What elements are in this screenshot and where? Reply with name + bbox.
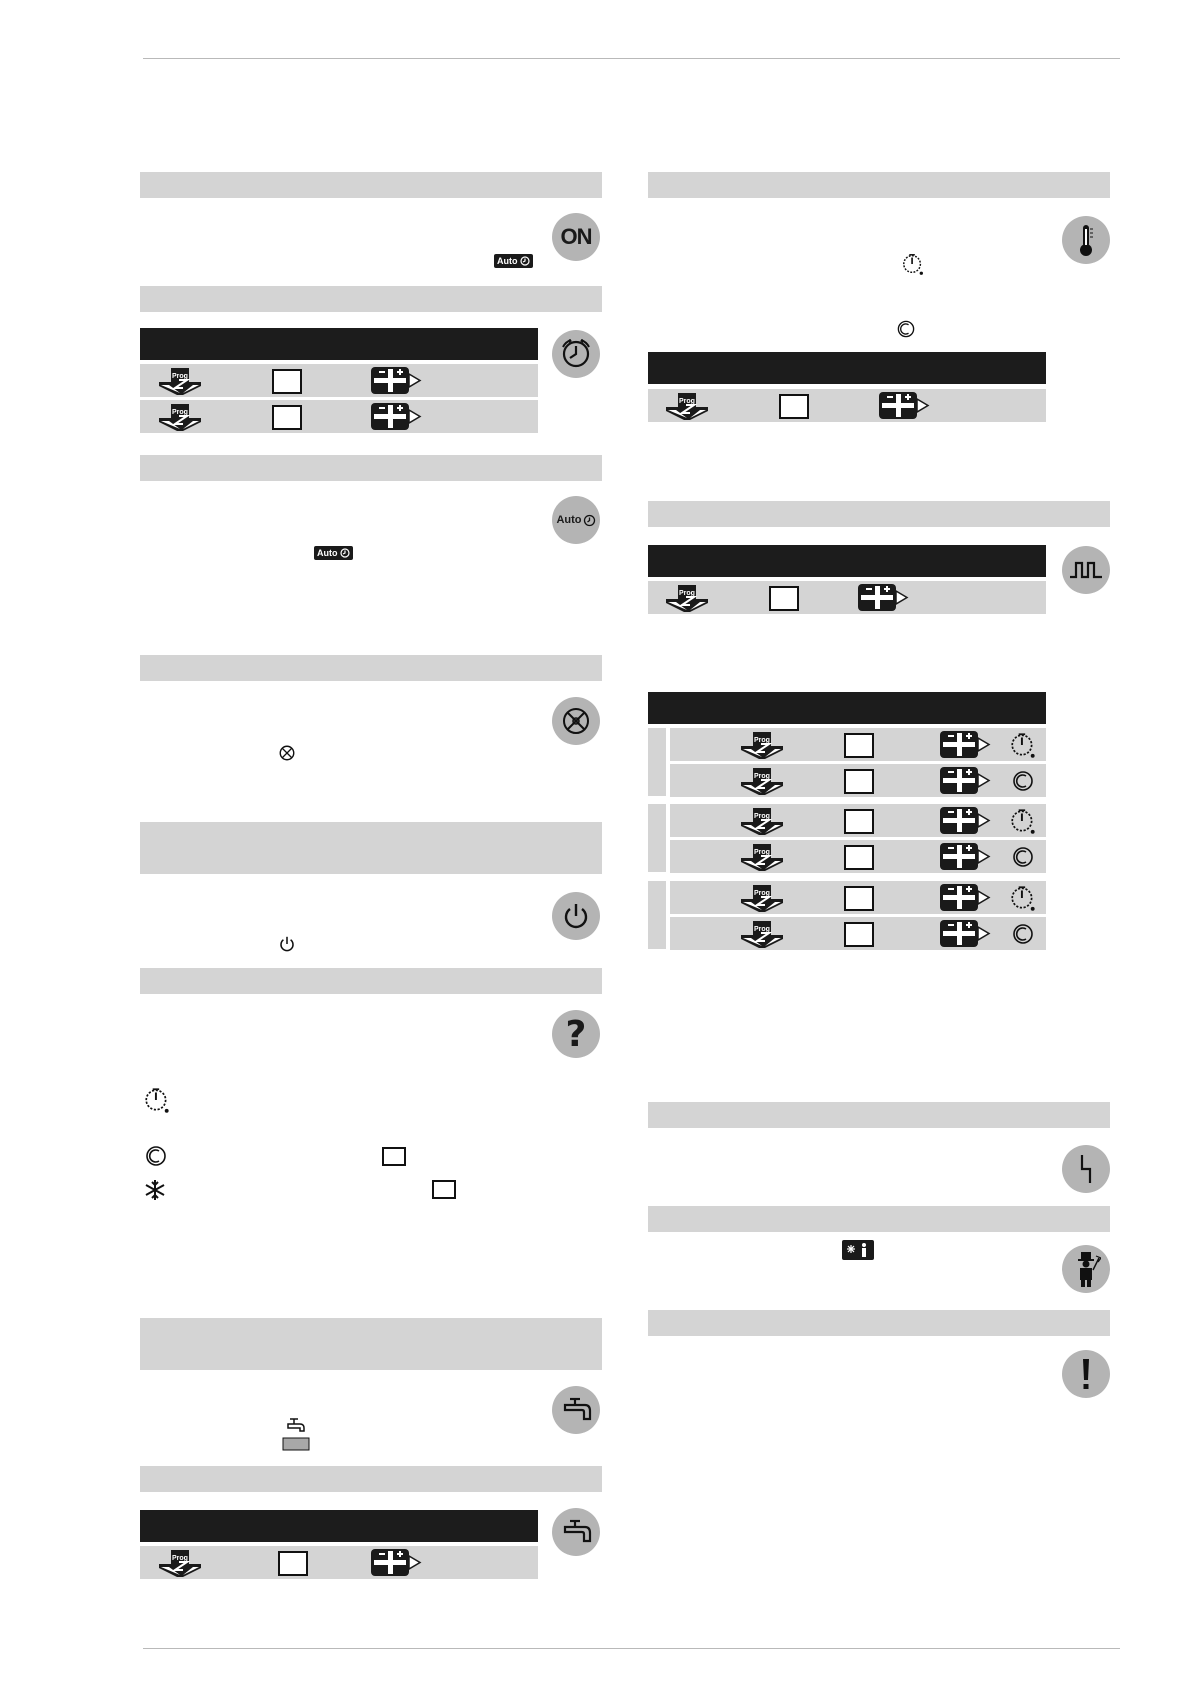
question-icon: ?: [552, 1010, 600, 1058]
prog-button-icon: [157, 1548, 203, 1578]
clock-set-icon: [552, 330, 600, 378]
power-icon: [552, 892, 600, 940]
day-temperature-icon: [1009, 884, 1037, 912]
section-header-chimney-sweep: [648, 1206, 1110, 1232]
table-header-program: [648, 692, 1046, 724]
tap-icon: [552, 1508, 600, 1556]
ok-button-icon: [278, 1551, 308, 1576]
auto-tag-inline: [314, 546, 353, 560]
prog-button-icon: [739, 842, 785, 872]
auto-tag-label: Auto: [497, 256, 518, 266]
ok-button-icon: [844, 769, 874, 794]
square-wave-icon: [1062, 546, 1110, 594]
plus-minus-button-icon: [370, 366, 422, 395]
plus-minus-button-icon: [370, 1548, 422, 1577]
prog-button-icon: [739, 806, 785, 836]
prog-button-icon: [664, 391, 710, 421]
tap-icon-inline: [282, 1416, 312, 1452]
day-temperature-icon: [901, 252, 925, 276]
night-moon-icon: [143, 1143, 169, 1169]
on-badge: [552, 213, 600, 261]
clock-icon: [520, 256, 530, 266]
ok-button-icon: [769, 586, 799, 611]
ok-button-icon: [272, 369, 302, 394]
bottom-rule: [143, 1648, 1120, 1649]
section-header-clock: [140, 286, 602, 312]
top-rule: [143, 58, 1120, 59]
night-moon-icon: [1010, 768, 1036, 794]
ok-button-icon: [272, 405, 302, 430]
ok-button-icon: [844, 845, 874, 870]
on-badge-label: ON: [560, 224, 592, 249]
auto-badge-label: Auto: [556, 514, 582, 526]
snowflake-icon: [144, 1179, 166, 1201]
day-temperature-icon: [143, 1086, 171, 1114]
group-marker: [648, 804, 666, 872]
chimney-sweep-icon: [1062, 1245, 1110, 1293]
prog-button-icon: [739, 919, 785, 949]
section-header-fault: [648, 1102, 1110, 1128]
section-header-auto: [140, 455, 602, 481]
clock-icon: [583, 514, 596, 527]
auto-tag-inline: [494, 254, 533, 268]
night-moon-icon: [1010, 921, 1036, 947]
chimney-sweep-key-icon: [842, 1240, 874, 1260]
prog-button-icon: [664, 583, 710, 613]
table-header-pulse: [648, 545, 1046, 577]
section-header-warning: [648, 1310, 1110, 1336]
section-header-pulse: [648, 501, 1110, 527]
night-moon-icon: [1010, 844, 1036, 870]
prog-button-icon: [739, 883, 785, 913]
power-icon-inline: [278, 935, 296, 953]
plus-minus-button-icon: [939, 766, 991, 795]
ok-button-icon: [844, 886, 874, 911]
section-header-on: [140, 172, 602, 198]
group-marker: [648, 728, 666, 796]
plus-minus-button-icon: [370, 402, 422, 431]
auto-tag-label: Auto: [317, 548, 338, 558]
clock-icon: [340, 548, 350, 558]
prog-button-icon: [157, 402, 203, 432]
plus-minus-button-icon: [857, 583, 909, 612]
plus-minus-button-icon: [939, 806, 991, 835]
prog-button-icon: [739, 766, 785, 796]
group-marker: [648, 881, 666, 949]
plus-minus-button-icon: [939, 842, 991, 871]
table-header-hot-water: [140, 1510, 538, 1542]
exclamation-icon: [1062, 1350, 1110, 1398]
ok-button-icon: [844, 922, 874, 947]
plus-minus-button-icon: [939, 919, 991, 948]
section-header-off: [140, 655, 602, 681]
ok-button-icon: [844, 809, 874, 834]
thermometer-icon: [1062, 216, 1110, 264]
fan-crossed-icon: [552, 697, 600, 745]
ok-button-icon-inline: [432, 1180, 456, 1199]
section-header-standby: [140, 822, 602, 874]
ok-button-icon: [844, 733, 874, 758]
day-temperature-icon: [1009, 731, 1037, 759]
ok-button-icon: [779, 394, 809, 419]
night-moon-icon: [895, 318, 917, 340]
lightning-icon: [1062, 1145, 1110, 1193]
prog-button-icon: [157, 366, 203, 396]
ok-button-icon-inline: [382, 1147, 406, 1166]
day-temperature-icon: [1009, 807, 1037, 835]
table-header-temperature: [648, 352, 1046, 384]
section-header-hot-water-temp: [140, 1466, 602, 1492]
section-header-temperature: [648, 172, 1110, 198]
section-header-info: [140, 968, 602, 994]
plus-minus-button-icon: [878, 391, 930, 420]
plus-minus-button-icon: [939, 730, 991, 759]
tap-icon: [552, 1386, 600, 1434]
fan-crossed-icon-inline: [278, 744, 296, 762]
prog-button-icon: [739, 730, 785, 760]
plus-minus-button-icon: [939, 883, 991, 912]
auto-clock-icon: [552, 496, 600, 544]
table-header-clock: [140, 328, 538, 360]
section-header-hot-water: [140, 1318, 602, 1370]
